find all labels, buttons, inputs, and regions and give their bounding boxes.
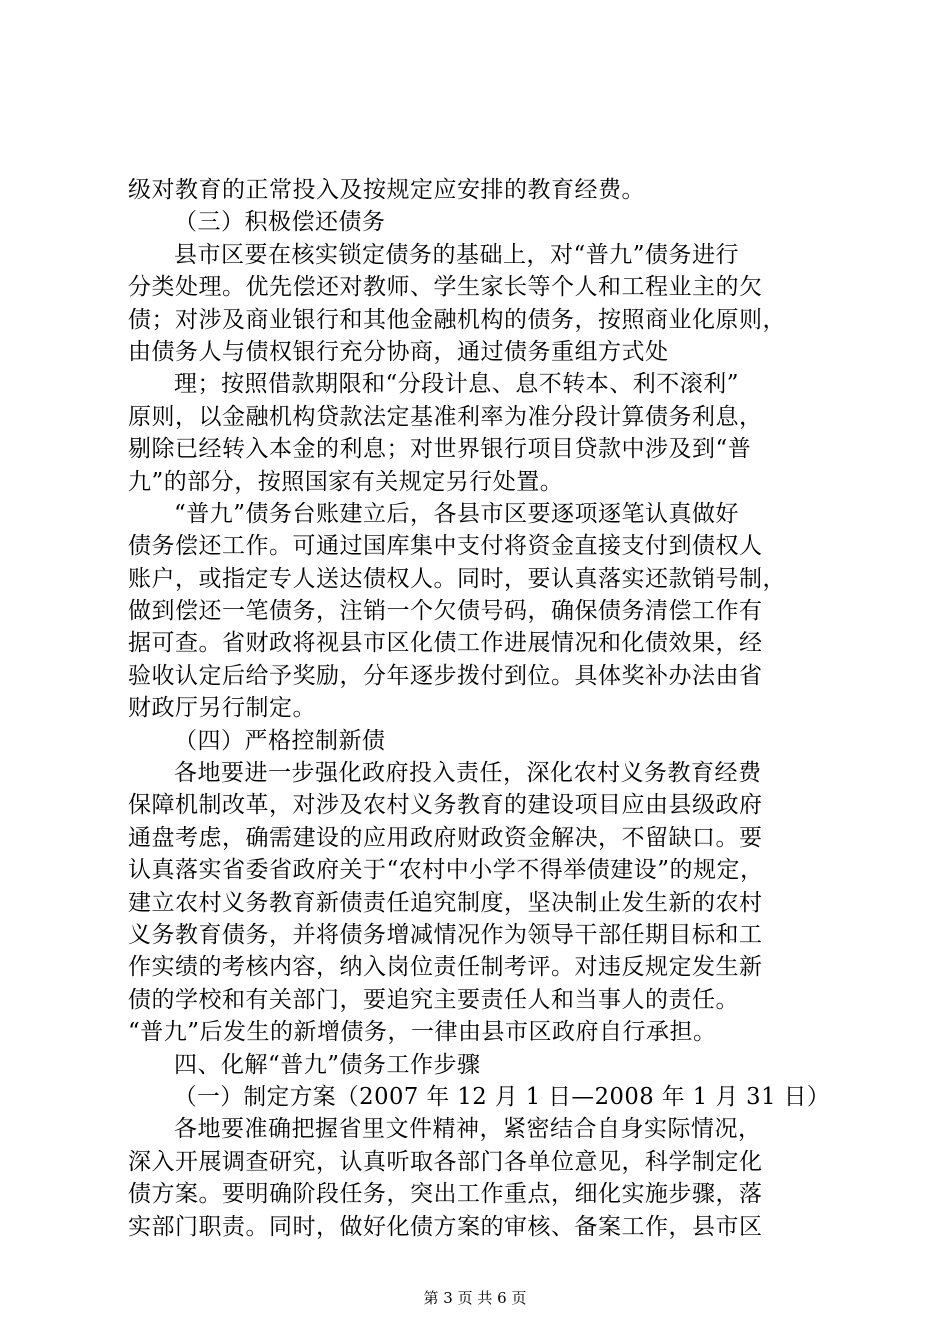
- text-line: “普九”债务台账建立后，各县市区要逐项逐笔认真做好: [174, 500, 740, 527]
- text-line: 实部门职责。同时，做好化债方案的审核、备案工作，县市区: [128, 1213, 763, 1240]
- text-line: 通盘考虑，确需建设的应用政府财政资金解决，不留缺口。要: [128, 824, 763, 851]
- text-line: 九”的部分，按照国家有关规定另行处置。: [128, 468, 564, 495]
- text-line: 各地要准确把握省里文件精神，紧密结合自身实际情况，: [174, 1116, 762, 1143]
- text-line: 账户，或指定专人送达债权人。同时，要认真落实还款销号制，: [128, 565, 786, 592]
- text-line: 做到偿还一笔债务，注销一个欠债号码，确保债务清偿工作有: [128, 598, 763, 625]
- text-line: 债方案。要明确阶段任务，突出工作重点，细化实施步骤，落: [128, 1181, 763, 1208]
- text-line: 级对教育的正常投入及按规定应安排的教育经费。: [128, 177, 645, 203]
- page-footer: 第 3 页 共 6 页: [423, 1289, 527, 1307]
- text-line: 建立农村义务教育新债责任追究制度，坚决制止发生新的农村: [128, 889, 763, 916]
- text-line: 四、化解“普九”债务工作步骤: [174, 1051, 481, 1078]
- text-line: （一）制定方案（2007 年 12 月 1 日—2008 年 1 月 31 日）: [174, 1083, 830, 1110]
- text-line: 作实绩的考核内容，纳入岗位责任制考评。对违反规定发生新: [128, 954, 763, 981]
- text-line: 剔除已经转入本金的利息；对世界银行项目贷款中涉及到“普: [128, 436, 752, 463]
- text-line: 县市区要在核实锁定债务的基础上，对“普九”债务进行: [174, 241, 740, 268]
- text-line: 各地要进一步强化政府投入责任，深化农村义务教育经费: [174, 760, 762, 787]
- text-line: 原则，以金融机构贷款法定基准利率为准分段计算债务利息，: [128, 403, 763, 430]
- text-line: 财政厅另行制定。: [128, 695, 316, 722]
- text-line: 分类处理。优先偿还对教师、学生家长等个人和工程业主的欠: [128, 274, 763, 301]
- text-line: 验收认定后给予奖励，分年逐步拨付到位。具体奖补办法由省: [128, 662, 763, 689]
- text-line: “普九”后发生的新增债务，一律由县市区政府自行承担。: [128, 1019, 717, 1046]
- text-line: 债；对涉及商业银行和其他金融机构的债务，按照商业化原则，: [128, 306, 786, 333]
- text-line: 债的学校和有关部门，要追究主要责任人和当事人的责任。: [128, 986, 739, 1013]
- document-body: [128, 174, 828, 1243]
- text-line: 据可查。省财政将视县市区化债工作进展情况和化债效果，经: [128, 630, 763, 657]
- text-line: （四）严格控制新债: [174, 727, 386, 754]
- text-line: 深入开展调查研究，认真听取各部门各单位意见，科学制定化: [128, 1148, 763, 1175]
- text-line: 债务偿还工作。可通过国库集中支付将资金直接支付到债权人: [128, 533, 763, 560]
- text-line: 认真落实省委省政府关于“农村中小学不得举债建设”的规定，: [128, 857, 764, 884]
- text-line: （三）积极偿还债务: [174, 209, 386, 236]
- text-line: 由债务人与债权银行充分协商，通过债务重组方式处: [128, 338, 669, 365]
- text-line: 保障机制改革，对涉及农村义务教育的建设项目应由县级政府: [128, 792, 763, 819]
- text-line: 义务教育债务，并将债务增减情况作为领导干部任期目标和工: [128, 921, 763, 948]
- text-line: 理；按照借款期限和“分段计息、息不转本、利不滚利”: [174, 371, 740, 398]
